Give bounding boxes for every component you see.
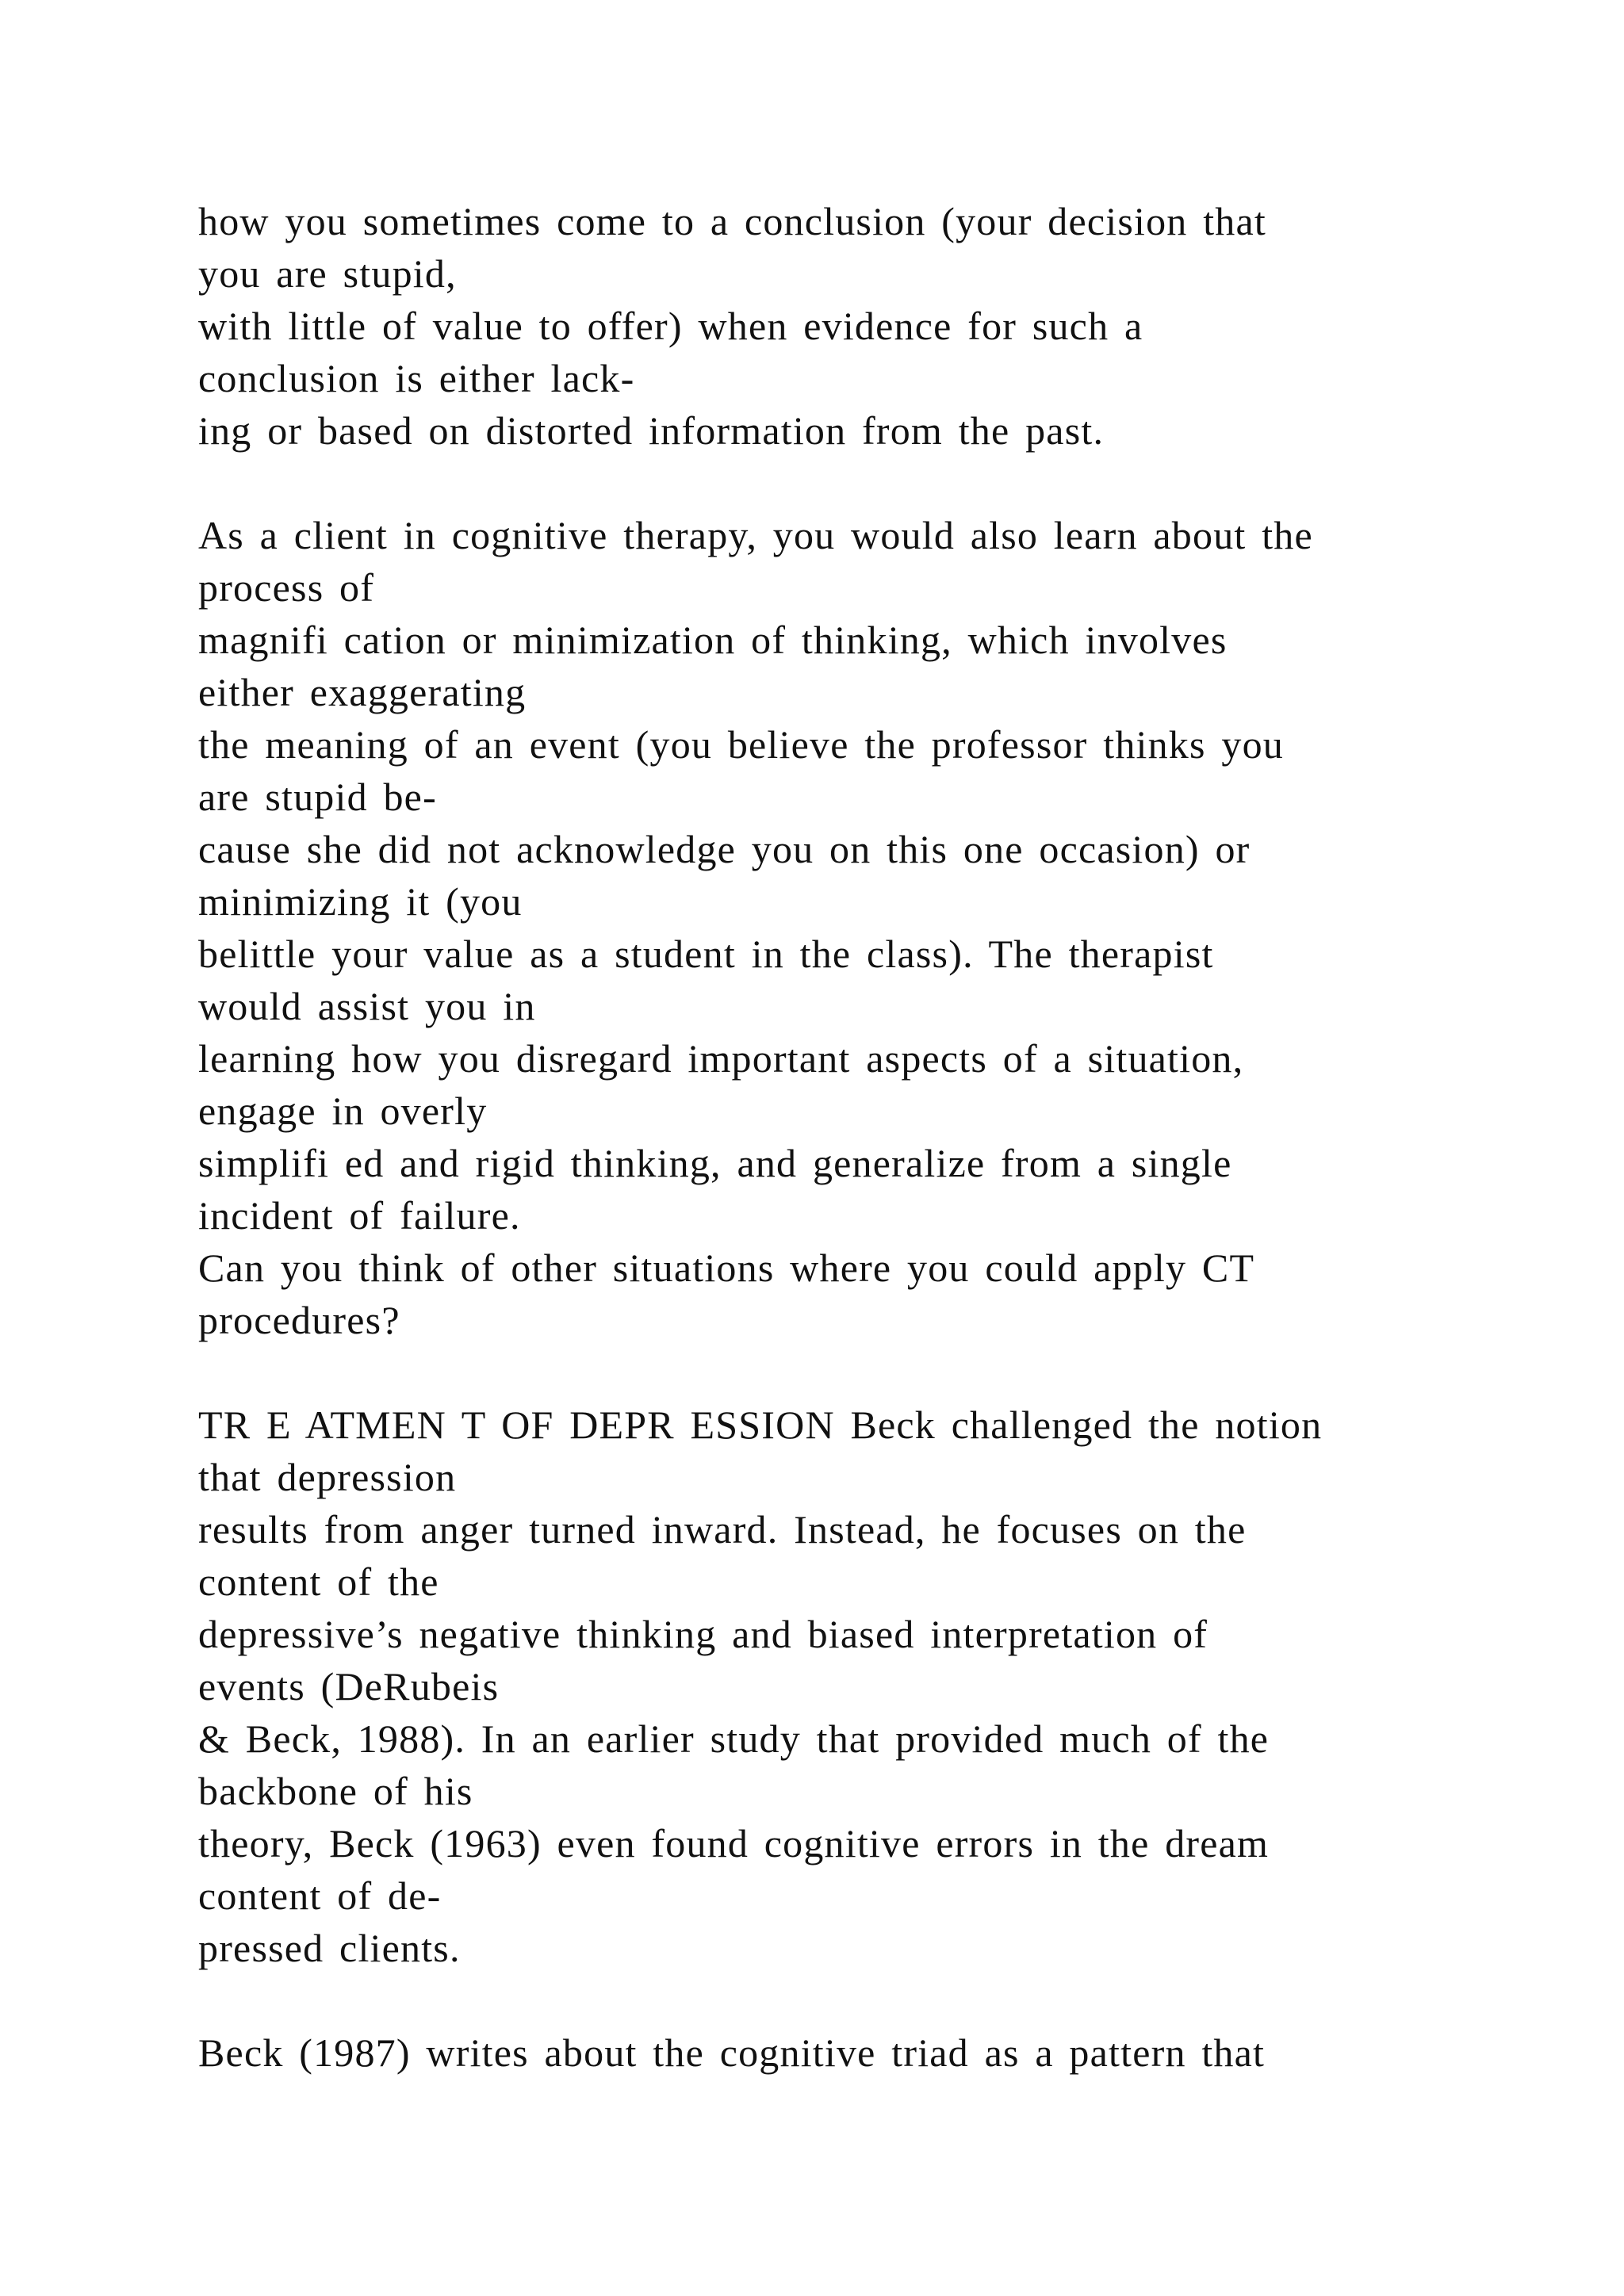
text-line: Can you think of other situations where you could apply CT <box>198 1246 1255 1290</box>
text-line: depressive’s negative thinking and biased interpretation of <box>198 1612 1208 1656</box>
text-line: that depression <box>198 1455 457 1499</box>
text-line: TR E ATMEN T OF DEPR ESSION Beck challenged the notion <box>198 1402 1323 1447</box>
text-line: procedures? <box>198 1298 400 1342</box>
text-line: process of <box>198 565 375 610</box>
paragraph-2 <box>198 509 1435 1346</box>
text-line: content of the <box>198 1559 439 1604</box>
text-line: Beck (1987) writes about the cognitive triad as a pattern that <box>198 2030 1266 2075</box>
text-line: & Beck, 1988). In an earlier study that provided much of the <box>198 1716 1270 1761</box>
text-line: would assist you in <box>198 984 536 1028</box>
text-line: minimizing it (you <box>198 879 523 924</box>
text-line: you are stupid, <box>198 251 457 296</box>
text-line: content of de- <box>198 1873 442 1918</box>
paragraph-1 <box>198 195 1435 457</box>
paragraph-gap <box>198 1346 1435 1399</box>
text-line: theory, Beck (1963) even found cognitive errors in the dream <box>198 1821 1270 1866</box>
text-line: the meaning of an event (you believe the professor thinks you <box>198 722 1284 767</box>
text-line: simplifi ed and rigid thinking, and generalize from a single <box>198 1141 1232 1185</box>
paragraph-3 <box>198 1399 1435 1974</box>
paragraph-4 <box>198 2026 1435 2079</box>
text-line: how you sometimes come to a conclusion (your decision that <box>198 199 1266 243</box>
text-line: conclusion is either lack- <box>198 356 635 400</box>
paragraph-gap <box>198 1974 1435 2026</box>
document-body <box>198 195 1435 2079</box>
text-line: are stupid be- <box>198 775 437 819</box>
text-line: either exaggerating <box>198 670 527 714</box>
text-line: pressed clients. <box>198 1926 461 1970</box>
text-line: ing or based on distorted information from the past. <box>198 408 1105 453</box>
text-line: learning how you disregard important aspects of a situation, <box>198 1036 1244 1081</box>
paragraph-gap <box>198 457 1435 509</box>
text-line: As a client in cognitive therapy, you would also learn about the <box>198 513 1313 557</box>
text-line: magnifi cation or minimization of thinking, which involves <box>198 618 1228 662</box>
text-line: belittle your value as a student in the class). The therapist <box>198 932 1214 976</box>
text-line: engage in overly <box>198 1089 488 1133</box>
text-line: events (DeRubeis <box>198 1664 500 1709</box>
text-line: incident of failure. <box>198 1193 521 1238</box>
text-line: with little of value to offer) when evidence for such a <box>198 304 1143 348</box>
text-line: cause she did not acknowledge you on this one occasion) or <box>198 827 1251 871</box>
text-line: results from anger turned inward. Instead, he focuses on the <box>198 1507 1247 1552</box>
text-line: backbone of his <box>198 1769 473 1813</box>
